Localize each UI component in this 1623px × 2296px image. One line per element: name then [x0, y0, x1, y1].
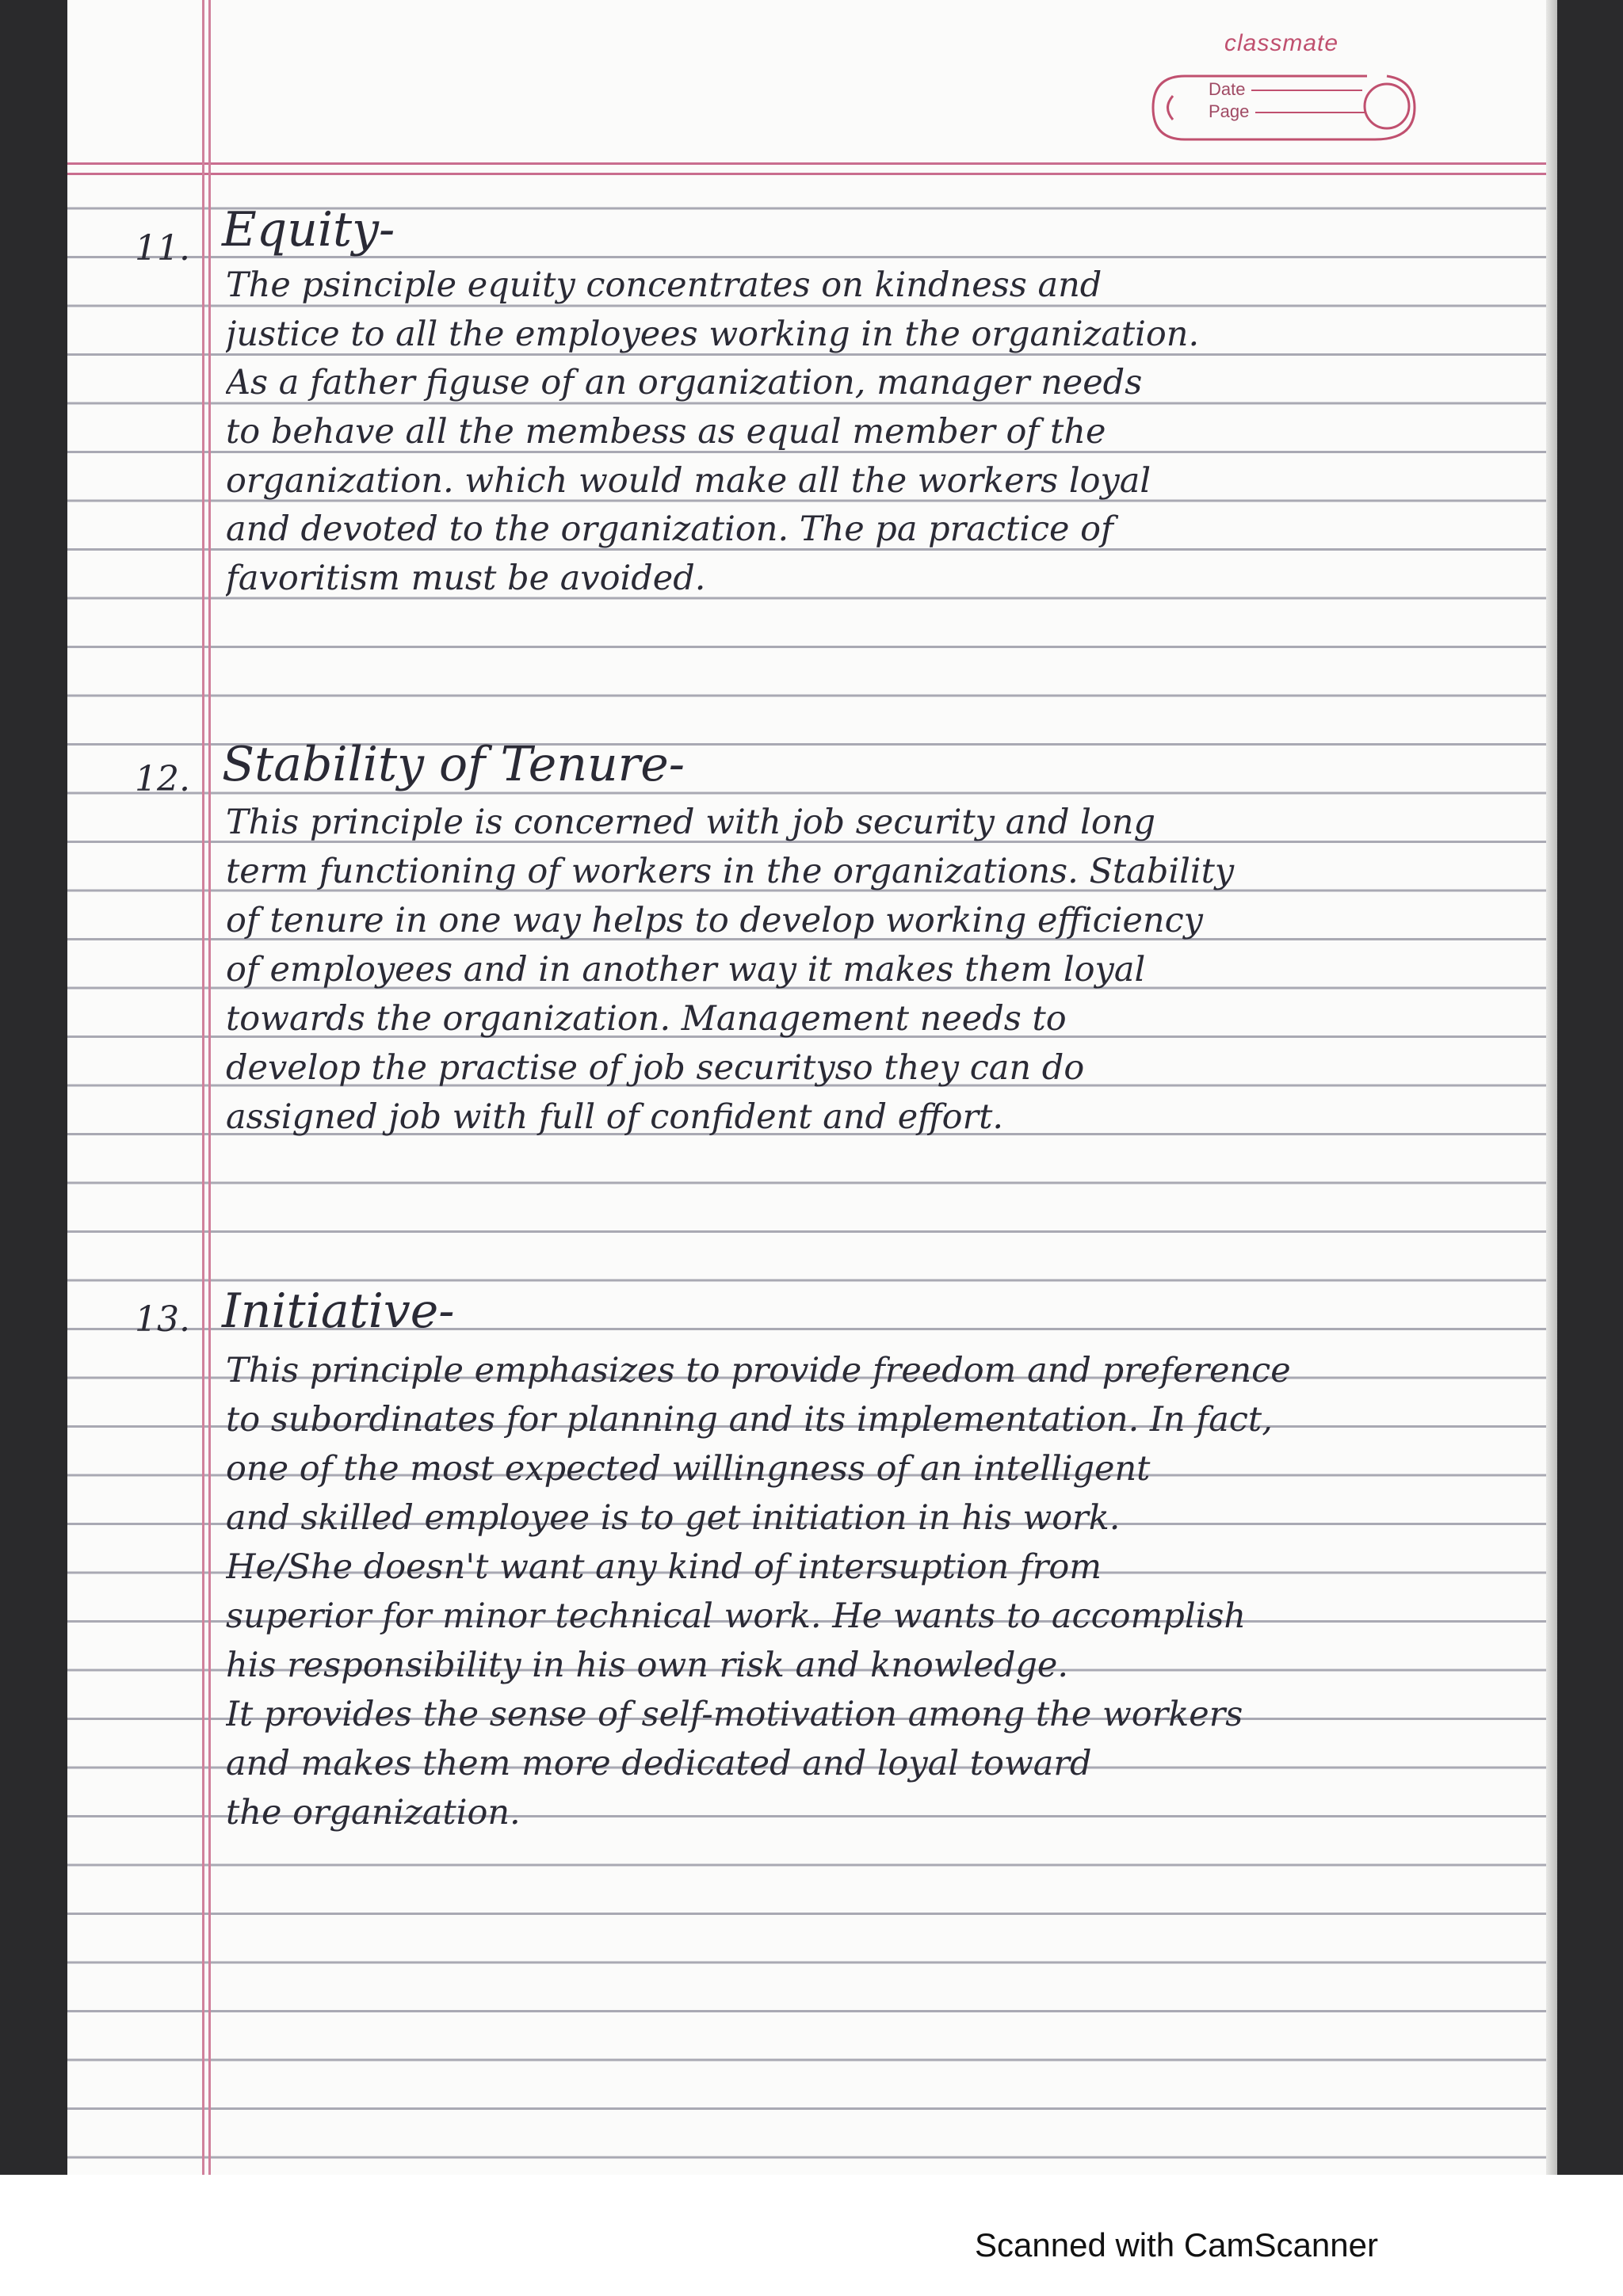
section-line: his responsibility in his own risk and knowledge. — [226, 1646, 1068, 1685]
section-line: He/She doesn't want any kind of intersuption from — [226, 1547, 1102, 1587]
page-label: Page — [1209, 101, 1250, 121]
section-line: The psinciple equity concentrates on kindness and — [226, 265, 1102, 305]
section-line: and devoted to the organization. The pa practice of — [226, 509, 1113, 549]
section-number: 12. — [135, 759, 190, 799]
section-line: one of the most expected willingness of an intelligent — [226, 1449, 1151, 1489]
section-line: This principle is concerned with job security and long — [226, 803, 1156, 842]
section-line: assigned job with full of confident and effort. — [226, 1097, 1004, 1137]
section-line: This principle emphasizes to provide freedom and preference — [226, 1351, 1291, 1390]
section-line: It provides the sense of self-motivation among the workers — [226, 1695, 1243, 1734]
top-margin-rule-2 — [67, 173, 1557, 175]
section-line: of tenure in one way helps to develop working efficiency — [226, 901, 1203, 940]
date-field — [1209, 79, 1362, 100]
top-margin-rule — [67, 162, 1557, 165]
left-margin-rule — [202, 0, 204, 2175]
scanner-watermark: Scanned with CamScanner — [975, 2226, 1378, 2264]
section-number: 13. — [135, 1299, 190, 1340]
section-line: term functioning of workers in the organizations. Stability — [226, 852, 1235, 891]
section-line: favoritism must be avoided. — [226, 559, 706, 598]
section-line: and skilled employee is to get initiation in his work. — [226, 1498, 1121, 1538]
section-line: to behave all the membess as equal member of the — [226, 412, 1106, 452]
section-line: develop the practise of job securityso they can do — [226, 1048, 1085, 1088]
section-heading: Initiative- — [222, 1283, 455, 1339]
section-heading: Equity- — [222, 202, 395, 257]
section-line: justice to all the employees working in the organization. — [226, 315, 1200, 354]
section-number: 11. — [135, 228, 190, 269]
section-line: of employees and in another way it makes them loyal — [226, 950, 1146, 990]
section-line: superior for minor technical work. He wants to accomplish — [226, 1596, 1247, 1636]
date-label: Date — [1209, 79, 1246, 99]
left-margin-rule-2 — [208, 0, 211, 2175]
section-line: towards the organization. Management needs to — [226, 999, 1067, 1039]
section-line: the organization. — [226, 1793, 521, 1833]
page-field — [1209, 101, 1366, 122]
section-line: to subordinates for planning and its implementation. In fact, — [226, 1400, 1273, 1440]
page-binding-edge — [1546, 0, 1557, 2175]
section-line: organization. which would make all the workers loyal — [226, 461, 1151, 501]
section-line: As a father figuse of an organization, manager needs — [226, 363, 1143, 402]
brand-logo-text: classmate — [1224, 30, 1339, 56]
section-heading: Stability of Tenure- — [222, 737, 685, 792]
section-line: and makes them more dedicated and loyal toward — [226, 1744, 1092, 1783]
brand-stamp — [1137, 22, 1438, 157]
